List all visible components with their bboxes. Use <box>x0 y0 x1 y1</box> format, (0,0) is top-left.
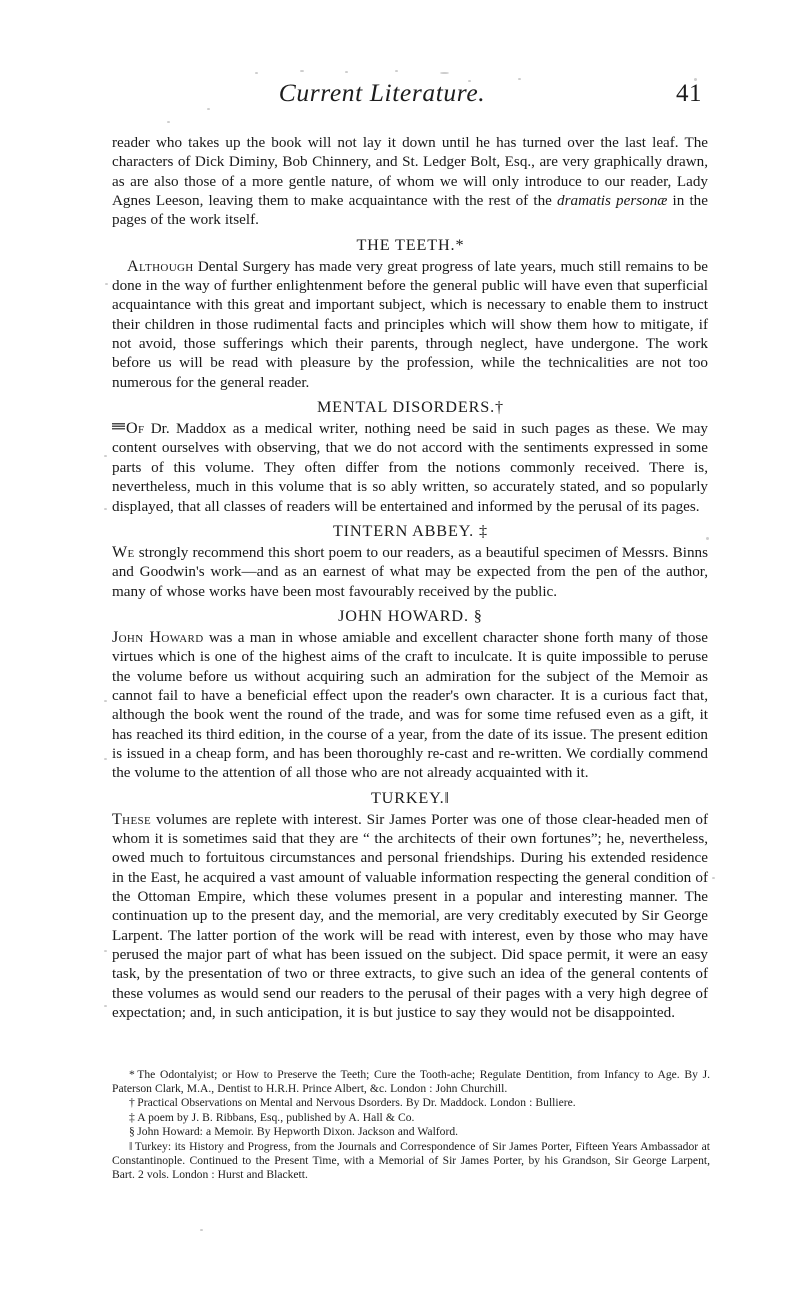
footnote-text: Practical Observations on Mental and Nervous Dsorders. By Dr. Maddock. London : Bulliere. <box>137 1096 576 1110</box>
footnote-item <box>112 1125 710 1139</box>
footnote-text: A poem by J. B. Ribbans, Esq., published by A. Hall & Co. <box>137 1110 415 1124</box>
lead-smallcaps: Of <box>126 420 145 438</box>
footnote-item <box>112 1096 710 1110</box>
scan-speck <box>104 700 107 702</box>
section-heading-text: TURKEY. <box>370 788 445 807</box>
lead-smallcaps: John Howard <box>112 628 204 646</box>
scan-speck <box>345 71 348 73</box>
paragraph-text: was a man in whose amiable and excellent character shone forth many of those virtues which is one of the highest aims of the craft to inculcate. It is quite impossible to peruse the volume before us without acquiring such an admiration for the subject of the Memoir as cannot fail to have a beneficial effect upon the reader's own character. It is a curious fact that, although the book went the round of the trade, and was for some time refused even as a gift, it has reached its third edition, in the course of a year, from the date of its issue. The present edition is issued in a cheap form, and has been thoroughly re-cast and re-written. We cordially commend the volume to the attention of all those who are not already acquainted with it. <box>112 628 708 782</box>
paragraph-tintern-abbey <box>112 543 708 601</box>
footnote-item <box>112 1140 710 1182</box>
footnote-text: The Odontalyist; or How to Preserve the Teeth; Cure the Tooth-ache; Regulate Dentition, from Infancy to Age. By J. Paterson Clark, M.A., Dentist to H.R.H. Prince Albert, &c. London : John Churchill. <box>112 1068 710 1095</box>
paragraph-continuation <box>112 133 708 230</box>
scan-speck <box>395 70 398 72</box>
scan-speck <box>167 121 170 123</box>
scan-speck <box>712 877 715 879</box>
scan-speck <box>440 72 449 74</box>
scan-speck <box>104 455 107 457</box>
section-heading-the-teeth <box>112 233 708 257</box>
footnote-item <box>112 1068 710 1096</box>
section-heading-turkey <box>112 786 708 810</box>
footnote-marker: * <box>129 1068 135 1081</box>
footnote-marker: † <box>494 398 504 417</box>
lead-smallcaps: We <box>112 543 135 561</box>
footnote-marker: § <box>473 606 482 625</box>
page-number: 41 <box>676 80 702 107</box>
paragraph-text-end: in the pages of the work itself. <box>112 192 708 229</box>
paragraph-text: reader who takes up the book will not lay it down until he has turned over the last leaf. The characters of Dick Diminy, Bob Chinnery, and St. Ledger Bolt, Esq., are very graphically drawn, as are also those of a more gentle nature, of whom we will only introduce to our reader, Lady Agnes Leeson, leaving them to make acquaintance with the rest of the <box>112 134 708 210</box>
section-heading-john-howard <box>112 604 708 628</box>
lead-smallcaps: Although <box>127 257 194 275</box>
footnote-block <box>112 1068 710 1182</box>
running-head <box>112 78 708 120</box>
section-heading-tintern-abbey <box>112 519 708 543</box>
footnote-marker: ‖ <box>444 788 450 807</box>
paragraph-john-howard <box>112 628 708 783</box>
footnote-marker: § <box>129 1125 135 1139</box>
scan-speck <box>255 72 258 74</box>
section-heading-mental-disorders <box>112 395 708 419</box>
paragraph-turkey <box>112 810 708 1023</box>
section-heading-text: MENTAL DISORDERS. <box>316 398 495 417</box>
footnote-marker: * <box>455 235 464 254</box>
footnote-item <box>112 1111 710 1125</box>
paragraph-text: strongly recommend this short poem to our readers, as a beautiful specimen of Messrs. Binns and Goodwin's work—and as an earnest of what may be expected from the pen of the author, many of whose works have been most favourably received by the public. <box>112 543 708 600</box>
section-heading-text: THE TEETH. <box>356 235 456 254</box>
scan-artifact-smudge <box>112 423 125 430</box>
paragraph-mental-disorders <box>112 419 708 516</box>
text-column <box>112 133 708 1022</box>
paragraph-text: Dental Surgery has made very great progress of late years, much still remains to be done in the way of further enlightenment before the general public will have even that superficial acquaintance with this great and important subject, which is necessary to enable them to instruct their children in those rudimental facts and principles which will show them how to mitigate, if not avoid, those sufferings which their parents, through neglect, have undergone. The work before us will be read with pleasure by the profession, while the technicalities are not too numerous for the general reader. <box>112 257 708 391</box>
paragraph-the-teeth <box>112 257 708 392</box>
footnote-marker: ‡ <box>478 521 488 540</box>
paragraph-text: volumes are replete with interest. Sir James Porter was one of those clear-headed men of whom it is sometimes said that they are “ the architects of their own fortunes”; he, nevertheless, owed much to fortuitous circumstances and personal friendships. During his extended residence in the East, he acquired a vast amount of valuable information respecting the general condition of the Ottoman Empire, which these volumes present in a popular and interesting manner. The continuation up to the present day, and the memorial, are very creditably executed by Sir George Larpent. The latter portion of the work will be read with interest, even by those who may have perused the major part of what has been issued on the subject. Did space permit, it were an easy task, by the presentation of two or three extracts, to give such an idea of the general contents of these volumes as would send our readers to the perusal of their pages with a very high degree of expectation; and, in such anticipation, it is but justice to say they would not be disappointed. <box>112 810 708 1022</box>
footnote-text: John Howard: a Memoir. By Hepworth Dixon. Jackson and Walford. <box>137 1125 459 1139</box>
footnote-marker: ‡ <box>129 1110 135 1124</box>
scan-speck <box>104 1005 107 1007</box>
paragraph-text: Dr. Maddox as a medical writer, nothing need be said in such pages as these. We may content ourselves with observing, that we do not accord with the sentiments expressed in some parts of this volume. They often differ from the notions commonly received. There is, nevertheless, much in this volume that is so ably written, so accurately stated, and so popularly displayed, that all classes of readers will be entertained and informed by the perusal of its pages. <box>112 420 708 515</box>
scan-speck <box>104 508 107 510</box>
footnote-text: Turkey: its History and Progress, from the Journals and Correspondence of Sir James Porter, Fifteen Years Ambassador at Constantinople. Continued to the Present Time, with a Memorial of Sir James Porter, by his Grandson, Sir George Larpent, Bart. 2 vols. London : Hurst and Blackett. <box>112 1139 710 1181</box>
footnote-marker: ‖ <box>129 1139 133 1153</box>
section-heading-text: JOHN HOWARD. <box>338 606 469 625</box>
scan-speck <box>105 283 108 285</box>
scan-speck <box>104 758 107 760</box>
scan-speck <box>200 1229 203 1231</box>
footnote-marker: † <box>129 1096 135 1110</box>
scan-speck <box>300 70 304 72</box>
page-title: Current Literature. <box>278 78 486 107</box>
lead-smallcaps: These <box>112 810 152 828</box>
italic-phrase: dramatis personæ <box>557 192 668 210</box>
section-heading-text: TINTERN ABBEY. <box>332 521 475 540</box>
scan-speck <box>104 950 107 952</box>
